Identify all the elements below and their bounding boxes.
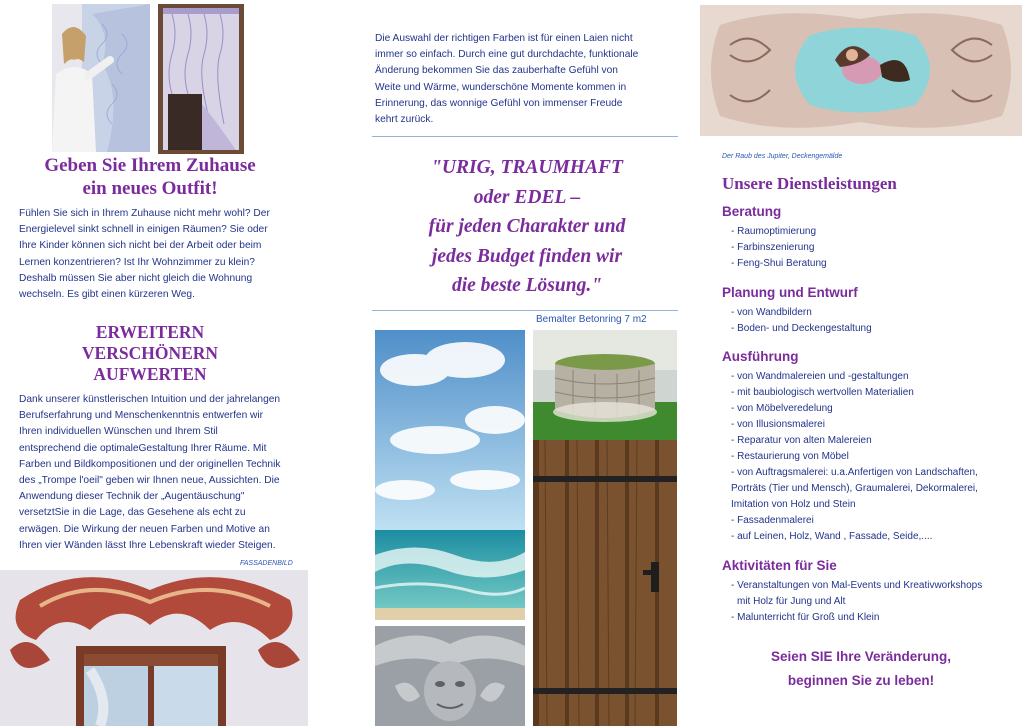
quote-line-5: die beste Lösung." [451,275,603,296]
list-item: - mit baubiologisch wertvollen Materialien [731,387,914,398]
wooden-door-photo [533,440,677,726]
list-item: - von Möbelveredelung [731,403,833,414]
closing-line-2: beginnen Sie zu leben! [787,673,935,688]
middle-quote [368,153,686,301]
headline-line-1: Geben Sie Ihrem Zuhause [44,155,256,176]
painter-photo [52,4,150,152]
left-body: Dank unserer künstlerischen Intuition und der jahrelangen Berufserfahrung und Menschenkenntnis entwerfen wir Ihren individuellen Wünschen und Ihrem Stil entsprechend die optimaleGestaltung Ihrer Räume. Mit Farben und Bildkompositionen und der originellen Technik des „Trompe l'oeil" geben wir Ihnen neue, Aussichten. Die Anwendung dieser Technik der „Augentäuschung" versetztSie in die Lage, das Gesehene als echt zu erwägen. Die Wirkung der neuen Farben und Motive an Ihren vier Wänden lässt Ihre Lebenskraft wieder Steigen. [19,394,281,551]
section-heading-ausfuehrung: Ausführung [722,349,799,364]
list-item: - auf Leinen, Holz, Wand , Fassade, Seide,.... [731,531,933,542]
section-list-ausfuehrung [731,369,978,545]
section-heading-beratung: Beratung [722,204,782,219]
list-item: - Reparatur von alten Malereien [731,435,872,446]
section-list-beratung [731,224,827,272]
headline-line-2: ein neues Outfit! [82,178,218,199]
middle-caption: Bemalter Betonring 7 m2 [536,314,647,325]
quote-line-4: jedes Budget finden wir [431,245,623,267]
motto-line-1: ERWEITERN [95,322,205,342]
closing-slogan [700,645,1022,693]
ceiling-caption: Der Raub des Jupiter, Deckengemälde [722,153,843,160]
list-item: - Boden- und Deckengestaltung [731,323,872,334]
middle-divider-bottom [372,310,678,311]
middle-intro: Die Auswahl der richtigen Farben ist für einen Laien nicht immer so einfach. Durch eine gut durchdachte, funktionale Änderung bekommen Sie das zauberhafte Gefühl von Weite und Wärme, wunderschöne Momente kommen in Erinnerung, das wonnige Gefühl von immenser Freude kehrt zurück. [375,33,639,126]
quote-line-1: "URIG, TRAUMHAFT [431,157,623,178]
stone-mask-photo [375,626,525,726]
list-item: Porträts (Tier und Mensch), Graumalerei, Dekormalerei, [731,483,978,494]
left-motto [0,322,300,385]
section-list-planung [731,305,872,337]
section-heading-planung: Planung und Entwurf [722,285,858,300]
left-intro: Fühlen Sie sich in Ihrem Zuhause nicht mehr wohl? Der Energielevel sinkt schnell in einigen Räumen? Sie oder Ihre Kinder können sich nicht bei der Arbeit oder beim Lernen konzentrieren? Ist Ihr Wohnzimmer zu klein? Deshalb müssen Sie aber nicht gleich die Wohnung wechseln. Es gibt einen kürzeren Weg. [19,208,270,301]
fassade-caption: FASSADENBILD [240,560,293,567]
left-headline [0,154,300,200]
curtain-door-photo [158,4,244,154]
motto-line-3: AUFWERTEN [93,364,207,384]
list-item: Imitation von Holz und Stein [731,499,856,510]
list-item: - Fassadenmalerei [731,515,814,526]
list-item: - von Auftragsmalerei: u.a.Anfertigen von Landschaften, [731,467,978,478]
motto-line-2: VERSCHÖNERN [81,343,219,363]
list-item: - Malunterricht für Groß und Klein [731,612,880,623]
list-item: - von Wandbildern [731,307,812,318]
list-item: - Veranstaltungen von Mal-Events und Kreativworkshops [731,580,983,591]
concrete-ring-photo [533,330,677,440]
section-heading-aktivitaeten: Aktivitäten für Sie [722,558,837,573]
section-list-aktivitaeten [731,578,982,626]
middle-divider-top [372,136,678,137]
sea-mural-photo [375,330,525,620]
list-item: - von Wandmalereien und -gestaltungen [731,371,909,382]
quote-line-2: oder EDEL – [473,186,581,208]
list-item: - von Illusionsmalerei [731,419,825,430]
list-item: - Farbinszenierung [731,242,815,253]
list-item: - Raumoptimierung [731,226,817,237]
services-title: Unsere Dienstleistungen [722,174,897,193]
closing-line-1: Seien SIE Ihre Veränderung, [770,649,952,664]
quote-line-3: für jeden Charakter und [428,216,626,237]
list-item: - Feng-Shui Beratung [731,258,827,269]
facade-window-photo [0,570,308,726]
ceiling-painting-photo [700,5,1022,136]
list-item: - Restaurierung von Möbel [731,451,849,462]
list-item: mit Holz für Jung und Alt [737,596,846,607]
